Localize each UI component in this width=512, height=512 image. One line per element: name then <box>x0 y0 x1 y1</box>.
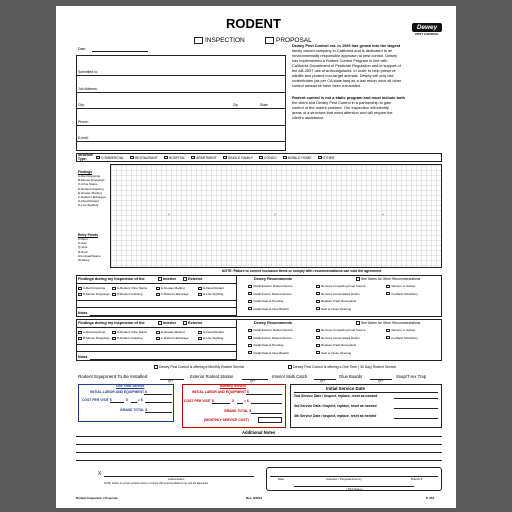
structure-option[interactable] <box>318 156 335 160</box>
finding-option[interactable] <box>78 292 110 296</box>
recommendation-checkbox[interactable] <box>316 329 320 332</box>
finding-label: A-Rat Droppings <box>83 330 106 334</box>
recommendation-option[interactable] <box>316 292 360 296</box>
interior-option[interactable] <box>158 321 176 325</box>
inspection-checkbox[interactable] <box>194 37 203 44</box>
recommendation-checkbox[interactable] <box>386 285 390 288</box>
intro-paragraph-1 <box>292 44 442 88</box>
entry-legend-item: W-Weep <box>78 257 90 262</box>
structure-option[interactable] <box>223 156 253 160</box>
structure-option-checkbox[interactable] <box>164 156 168 159</box>
equipment-item-1: Exterior Rodent Station <box>190 374 234 379</box>
recommendation-label: Install Exterior Rodent Device <box>253 284 293 288</box>
additional-notes-label: Additional Notes <box>242 430 276 435</box>
job-address-field[interactable] <box>76 92 286 93</box>
submitted-label: Submitted to: <box>78 70 98 74</box>
findings-heading: Findings during my inspection of the <box>78 321 145 325</box>
structure-option-checkbox[interactable] <box>283 156 287 159</box>
recommendation-option[interactable] <box>316 307 351 311</box>
findings-rec-divider <box>236 319 237 361</box>
onetime-offer-checkbox[interactable] <box>288 365 292 368</box>
one-time-subtotal-field[interactable] <box>145 402 172 403</box>
findings-divider <box>76 327 236 328</box>
finding-checkbox[interactable] <box>198 337 202 340</box>
dewey-logo-sub: PEST CONTROL <box>415 32 439 36</box>
findings-notes-line-c[interactable] <box>90 359 236 360</box>
structure-type-label: Structure Type: <box>78 153 94 161</box>
one-time-initial-field[interactable] <box>144 394 172 395</box>
monthly-cost-per-visit: COST PER VISIT $ <box>184 399 214 403</box>
equipment-item-2: Interior Multi Catch <box>272 374 308 379</box>
interior-checkbox[interactable] <box>158 277 162 280</box>
finding-label: H-Live Sighting <box>203 292 224 296</box>
finding-label: H-Live Sighting <box>203 336 224 340</box>
finding-option[interactable] <box>112 286 147 290</box>
grid-marker-right: + <box>382 213 384 217</box>
structure-option[interactable] <box>96 156 124 160</box>
print-name-label: ( Print Name ) <box>346 487 364 491</box>
grid-marker-center: + <box>274 213 276 217</box>
exterior-option[interactable] <box>183 277 202 281</box>
authorization-label: Authorization <box>168 477 185 481</box>
exterior-label: Exterior <box>188 321 203 325</box>
signature-x: X <box>98 471 102 477</box>
entry-legend-item: P-Gap <box>78 241 87 246</box>
finding-option[interactable] <box>112 336 143 340</box>
structure-option-label: MOBILE HOME <box>287 155 312 160</box>
finding-option[interactable] <box>78 336 110 340</box>
recommendation-label: Replace Trash Receptacle <box>321 299 357 303</box>
structure-option-label: APARTMENT <box>196 155 217 160</box>
findings-legend <box>78 175 106 208</box>
recommendation-option[interactable] <box>248 328 293 332</box>
qty-label-1: QTY <box>168 380 174 383</box>
monthly-service-cost-label: (MONTHLY SERVICE COST) <box>204 418 249 422</box>
see-notes-label: See Notes for Other Recommendations <box>361 277 421 281</box>
grid-marker-left: + <box>168 213 170 217</box>
finding-label: B-Mouse Droppings <box>83 336 110 340</box>
recommendation-option[interactable] <box>248 299 283 303</box>
onetime-offer[interactable]: Dewey Pest Control is offering a One Time ( 30 Day) Rodent Service <box>288 365 396 369</box>
finding-option[interactable] <box>78 330 105 334</box>
recommendation-label: Remove Competing Food Source <box>321 328 366 332</box>
intro-paragraph-2 <box>292 96 442 120</box>
finding-checkbox[interactable] <box>78 337 82 340</box>
recommendation-option[interactable] <box>316 284 366 288</box>
recommendation-label: Remove Accumulated Debris <box>321 335 360 340</box>
phone-field[interactable] <box>76 125 286 126</box>
structure-option-checkbox[interactable] <box>259 156 263 159</box>
notes-line-3[interactable] <box>76 452 442 453</box>
finding-label: E-Grease Mark(s) <box>161 286 185 290</box>
intro-line: family owned company in California and is dedicated to an <box>292 48 393 53</box>
structure-option-checkbox[interactable] <box>96 156 100 159</box>
equipment-item-3: Glue Boards <box>339 374 363 379</box>
intro-line: control measures have been exhausted. <box>292 83 362 88</box>
finding-checkbox[interactable] <box>198 287 202 290</box>
recommendation-checkbox[interactable] <box>386 336 390 339</box>
structure-option-label: OTHER <box>322 155 335 160</box>
equipment-item-4: Snap/T-rex Trap <box>396 374 427 379</box>
footer-left: Rodent Inspection / Proposal <box>76 496 118 500</box>
finding-option[interactable] <box>198 330 224 334</box>
interior-label: Interior <box>163 277 177 281</box>
finding-checkbox[interactable] <box>156 293 160 296</box>
recommendation-option[interactable] <box>316 336 360 340</box>
qty-label-4: QTY <box>378 380 384 383</box>
findings-heading: Findings during my inspection of the <box>78 277 145 281</box>
monthly-title: Monthly Service <box>220 384 247 388</box>
recommendation-checkbox[interactable] <box>316 344 320 347</box>
footer-center: Rev. 6/2012 <box>246 496 263 500</box>
structure-option[interactable] <box>191 156 217 160</box>
one-time-grand-total: GRAND TOTAL $ <box>120 408 148 412</box>
intro-line: the client and Dewey Pest Control in a partnership to gain <box>292 100 392 105</box>
finding-label: A-Rat Droppings <box>83 286 106 290</box>
recommendation-label: Replace Trash Receptacle <box>321 343 357 347</box>
recommendation-checkbox[interactable] <box>248 300 252 303</box>
recommendation-option[interactable] <box>248 284 293 288</box>
findings-rec-divider <box>236 275 237 317</box>
finding-checkbox[interactable] <box>156 337 160 340</box>
structure-option-checkbox[interactable] <box>318 156 322 159</box>
one-time-cost-field[interactable] <box>110 402 124 403</box>
findings-notes-line-a[interactable] <box>76 300 236 301</box>
finding-checkbox[interactable] <box>112 337 116 340</box>
findings-legend-item: B-Mouse Droppings <box>78 178 105 183</box>
recommendation-option[interactable] <box>248 343 283 347</box>
initial-service-date-field[interactable] <box>294 392 438 393</box>
findings-legend-item: G-Dead Rodent <box>78 199 100 204</box>
recommendation-checkbox[interactable] <box>248 351 252 354</box>
initial-service-date-label: Initial Service Date <box>326 386 366 391</box>
recommendation-checkbox[interactable] <box>248 285 252 288</box>
findings-legend-item: F-Rodent Harborage <box>78 194 106 199</box>
service-date-2: 2nd Service Date / Inspect, replace, reset as needed <box>294 394 378 398</box>
qty-label-3: QTY <box>320 380 326 383</box>
findings-legend-title: Findings <box>78 170 93 174</box>
monthly-service-cost-field[interactable] <box>258 417 282 423</box>
finding-option[interactable] <box>156 336 189 340</box>
recommendation-checkbox[interactable] <box>386 329 390 332</box>
structure-option-label: SINGLE FAMILY <box>227 155 254 160</box>
recommendation-label: Remove Competing Food Source <box>321 284 366 288</box>
recommendation-option[interactable] <box>316 343 356 347</box>
finding-option[interactable] <box>156 292 189 296</box>
date-field[interactable] <box>92 51 148 52</box>
finding-label: C-Rodent Urine Stains <box>117 286 148 290</box>
one-time-initial-label: INITIAL LABOR AND EQUIPMENT $ <box>90 390 147 394</box>
structure-option-label: COMMERCIAL <box>101 155 124 160</box>
intro-line: has implemented a Rodent Control Program in line with <box>292 58 388 63</box>
recommendation-label: Install Rodent Glue Boards <box>253 350 289 355</box>
intro-line: rodenticides (as per CA state law) as a last resort once all other <box>292 78 402 83</box>
findings-legend-item: H-Live Sighting <box>78 203 99 208</box>
qty-label-2: QTY <box>250 380 256 383</box>
date-label: Date: <box>78 47 87 51</box>
recommendation-label: Install Rodent Proofing <box>253 343 284 347</box>
recommendation-label: Remove Accumulated Debris <box>321 291 360 296</box>
signature-note: NOTE: Failure to correct exclusion items or comply with recommendations can void the agreement <box>104 482 209 485</box>
monthly-initial-field[interactable] <box>246 394 282 395</box>
finding-option[interactable] <box>198 292 223 296</box>
recommendation-checkbox[interactable] <box>248 329 252 332</box>
recommendation-checkbox[interactable] <box>248 336 252 339</box>
date-small-label: Date <box>278 477 284 481</box>
interior-checkbox[interactable] <box>158 321 162 324</box>
entry-legend-item: O-Door <box>78 237 88 241</box>
finding-label: D-Rodent Gnawing <box>117 336 143 340</box>
entry-legend-item: Q-Vent <box>78 245 88 250</box>
recommendation-option[interactable] <box>386 336 418 340</box>
recommendation-option[interactable] <box>248 351 289 355</box>
notes-line-2[interactable] <box>76 444 442 445</box>
rodent-form-page <box>56 6 456 508</box>
recommendation-option[interactable] <box>248 292 292 296</box>
dewey-logo-name: Dewey <box>412 23 442 32</box>
structure-option[interactable] <box>259 156 277 160</box>
findings-notes-label: Notes <box>78 311 88 315</box>
findings-legend-item: C-Urine Stains <box>78 182 98 187</box>
branch-label: Branch # <box>411 477 423 481</box>
footer-right: P. 351 <box>426 496 435 500</box>
intro-line: Rodent control is not a static program and must include both <box>292 95 406 100</box>
finding-option[interactable] <box>112 330 147 334</box>
structure-option-checkbox[interactable] <box>130 156 134 159</box>
interior-label: Interior <box>163 321 177 325</box>
service-date-4: 4th Service Date / Inspect, replace, reset as needed <box>294 414 377 418</box>
findings-section-2 <box>76 319 442 361</box>
recommendation-label: Install Rodent Proofing <box>253 299 284 303</box>
finding-label: F-Rodent Harborage <box>161 292 189 296</box>
structure-option-label: HOSPITAL <box>168 155 186 160</box>
monthly-visits-field[interactable] <box>237 403 243 404</box>
recommendation-option[interactable] <box>386 284 415 288</box>
recommendation-label: Cut Back Shrubbery <box>391 291 418 296</box>
city-field[interactable] <box>76 108 286 109</box>
recommendation-label: Seal or Close Opening <box>321 306 352 311</box>
monthly-offer-checkbox[interactable] <box>154 365 158 368</box>
recommendation-label: Install Exterior Rodent Device <box>253 328 293 332</box>
entry-legend-item: R-Roof <box>78 249 88 254</box>
findings-notes-line-b[interactable] <box>76 351 236 352</box>
intro-line: California Department of Pesticide Regulation and in support of <box>292 63 401 68</box>
finding-checkbox[interactable] <box>112 331 116 334</box>
finding-checkbox[interactable] <box>78 293 82 296</box>
exclusion-note: NOTE: Failure to correct exclusion items or comply with recommendations can void the agreement <box>222 269 382 273</box>
recommendation-checkbox[interactable] <box>316 285 320 288</box>
intro-line: control of the rodent problem. Our inspection will identify <box>292 105 389 110</box>
finding-checkbox[interactable] <box>78 331 82 334</box>
one-time-title: One Time Service <box>116 384 145 388</box>
diagram-grid[interactable] <box>110 164 442 268</box>
recommendation-option[interactable] <box>316 299 356 303</box>
see-notes-option[interactable] <box>356 321 420 325</box>
service-date-3: 3rd Service Date / Inspect, replace, reset as needed <box>294 404 377 408</box>
finding-label: G-Dead Rodent <box>203 286 225 290</box>
findings-section-border <box>76 275 442 317</box>
monthly-times: X <box>232 399 235 403</box>
service-date-3-field[interactable] <box>394 408 438 409</box>
entry-legend-title: Entry Points <box>78 233 98 237</box>
finding-checkbox[interactable] <box>198 331 202 334</box>
recommendation-option[interactable] <box>386 292 418 296</box>
job-address-label: Job Address: <box>78 87 98 91</box>
structure-option-label: CONDO <box>264 155 277 160</box>
service-date-2-field[interactable] <box>394 398 438 399</box>
intro-line: environmentally responsible approach to pest control. Dewey <box>292 53 398 58</box>
findings-legend-item: A-Rat Droppings <box>78 174 101 178</box>
form-title: RODENT <box>226 16 281 31</box>
exterior-checkbox[interactable] <box>183 321 187 324</box>
one-time-cost-per-visit: COST PER VISIT $ <box>82 398 112 402</box>
exterior-label: Exterior <box>188 277 203 281</box>
notes-line-4[interactable] <box>76 460 442 461</box>
finding-option[interactable] <box>78 286 105 290</box>
monthly-initial-label: INITIAL LABOR AND EQUIPMENT $ <box>192 390 249 394</box>
one-time-visits-field[interactable] <box>131 402 137 403</box>
finding-option[interactable] <box>198 286 224 290</box>
recommendation-option[interactable] <box>248 307 289 311</box>
email-label: E-mail: <box>78 136 89 140</box>
email-field[interactable] <box>76 141 286 142</box>
findings-legend-item: E-Grease Mark(s) <box>78 190 102 195</box>
finding-checkbox[interactable] <box>198 293 202 296</box>
recommendation-checkbox[interactable] <box>316 336 320 339</box>
recommendation-option[interactable] <box>248 336 292 340</box>
findings-notes-label: Notes <box>78 355 88 359</box>
inspector-label: Inspector / Proposal done by <box>326 477 362 481</box>
one-time-times: X <box>126 398 129 402</box>
monthly-grand-total: GRAND TOTAL $ <box>224 409 252 413</box>
one-time-equals: = $ <box>138 398 143 402</box>
dewey-logo <box>412 23 442 39</box>
finding-label: D-Rodent Gnawing <box>117 292 143 296</box>
intro-line: the AB-2657 use of anticoagulants. In order to help preserve <box>292 68 396 73</box>
intro-line: Dewey Pest Control est. in 1929 has grown into the largest <box>292 43 401 48</box>
recommendation-checkbox[interactable] <box>316 307 320 310</box>
intro-line: areas of a structure that need attention and will require the <box>292 110 393 115</box>
recommendation-option[interactable] <box>316 328 366 332</box>
exterior-option[interactable] <box>183 321 202 325</box>
customer-info-box <box>76 55 286 151</box>
recommendation-label: Vacuum or Sweep <box>391 284 416 288</box>
recommendation-option[interactable] <box>316 351 351 355</box>
monthly-cost-field[interactable] <box>212 403 230 404</box>
structure-option-checkbox[interactable] <box>191 156 195 159</box>
findings-section-border <box>76 319 442 361</box>
finding-label: F-Rodent Harborage <box>161 336 189 340</box>
findings-section-1 <box>76 275 442 317</box>
see-notes-checkbox[interactable] <box>356 321 360 324</box>
proposal-checkbox[interactable] <box>265 37 274 44</box>
recommendation-checkbox[interactable] <box>316 300 320 303</box>
monthly-offer[interactable]: Dewey Pest Control is offering a Monthly Rodent Service <box>154 365 244 369</box>
monthly-grand-field[interactable] <box>251 413 282 414</box>
structure-option-label: RESTAURANT <box>134 155 158 160</box>
intro-line: client's assistance. <box>292 115 325 120</box>
recommendation-label: Install Interior Rodent Device <box>253 335 292 340</box>
proposal-option[interactable]: PROPOSAL <box>265 37 312 44</box>
recommendation-label: Cut Back Shrubbery <box>391 335 418 340</box>
city-label: City: <box>78 103 85 107</box>
finding-option[interactable] <box>198 336 223 340</box>
recommendation-label: Install Interior Rodent Device <box>253 291 292 296</box>
entry-points-legend <box>78 238 101 263</box>
recommendation-label: Vacuum or Sweep <box>391 328 416 332</box>
inspection-option[interactable]: INSPECTION <box>194 37 245 44</box>
findings-notes-line-a[interactable] <box>76 344 236 345</box>
state-label: State <box>260 103 268 107</box>
structure-option[interactable] <box>164 156 186 160</box>
exterior-checkbox[interactable] <box>183 277 187 280</box>
recommendation-checkbox[interactable] <box>248 344 252 347</box>
finding-checkbox[interactable] <box>112 287 116 290</box>
see-notes-label: See Notes for Other Recommendations <box>361 321 421 325</box>
entry-legend-item: GS-Gnaw/Space <box>78 253 101 258</box>
one-time-grand-field[interactable] <box>145 412 172 413</box>
interior-option[interactable] <box>158 277 176 281</box>
monthly-subtotal-field[interactable] <box>251 403 282 404</box>
zip-label: Zip <box>233 103 238 107</box>
finding-checkbox[interactable] <box>112 293 116 296</box>
recommendation-label: Install Rodent Glue Boards <box>253 306 289 311</box>
structure-option[interactable] <box>130 156 158 160</box>
finding-option[interactable] <box>156 330 185 334</box>
dewey-recommends-heading: Dewey Recommends <box>254 277 292 281</box>
see-notes-checkbox[interactable] <box>356 277 360 280</box>
equipment-label: Rodent Equipment To Be Installed <box>78 374 148 379</box>
finding-label: E-Grease Mark(s) <box>161 330 185 334</box>
recommendation-checkbox[interactable] <box>248 292 252 295</box>
finding-checkbox[interactable] <box>156 287 160 290</box>
recommendation-label: Seal or Close Opening <box>321 350 352 355</box>
finding-label: B-Mouse Droppings <box>83 292 110 296</box>
recommendation-option[interactable] <box>386 328 415 332</box>
submitted-field[interactable] <box>76 75 286 76</box>
findings-notes-line-b[interactable] <box>76 307 236 308</box>
recommendation-checkbox[interactable] <box>316 292 320 295</box>
notes-line-1[interactable] <box>76 436 442 437</box>
findings-divider <box>76 283 236 284</box>
finding-label: C-Rodent Urine Stains <box>117 330 148 334</box>
recommendation-checkbox[interactable] <box>316 351 320 354</box>
service-date-4-field[interactable] <box>394 418 438 419</box>
finding-option[interactable] <box>156 286 185 290</box>
finding-checkbox[interactable] <box>78 287 82 290</box>
see-notes-option[interactable] <box>356 277 420 281</box>
findings-legend-item: D-Rodent Gnawing <box>78 186 104 191</box>
monthly-equals: = $ <box>244 399 249 403</box>
finding-label: G-Dead Rodent <box>203 330 225 334</box>
recommendation-checkbox[interactable] <box>248 307 252 310</box>
finding-option[interactable] <box>112 292 143 296</box>
structure-option-checkbox[interactable] <box>223 156 227 159</box>
phone-label: Phone: <box>78 120 89 124</box>
findings-notes-line-c[interactable] <box>90 315 236 316</box>
finding-checkbox[interactable] <box>156 331 160 334</box>
structure-option[interactable] <box>283 156 312 160</box>
recommendation-checkbox[interactable] <box>386 292 390 295</box>
structure-type-options <box>96 156 334 160</box>
intro-line: wildlife and protect non-target animals, Dewey will only use <box>292 73 394 78</box>
dewey-recommends-heading: Dewey Recommends <box>254 321 292 325</box>
